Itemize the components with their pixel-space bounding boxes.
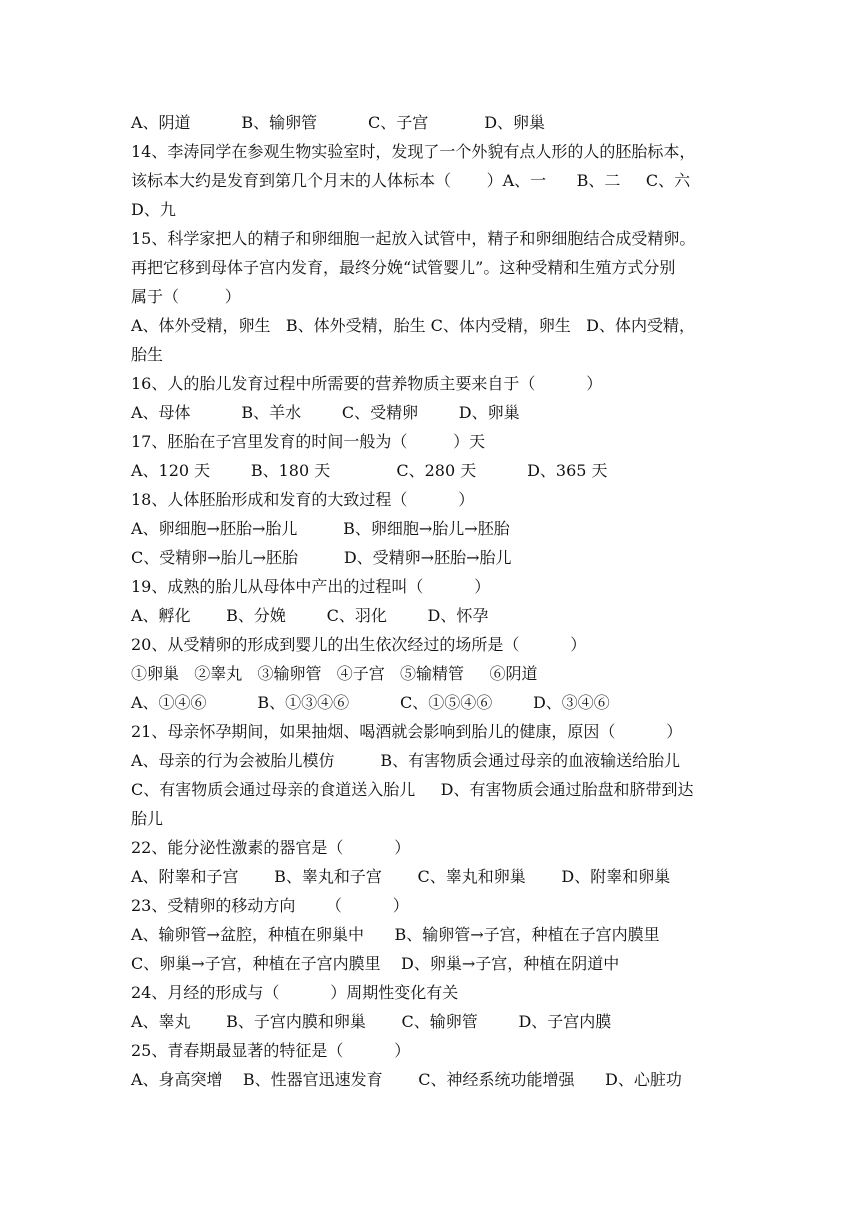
document-page <box>131 108 735 1094</box>
option-line: 胎生 <box>131 345 164 364</box>
question-line: 20、从受精卵的形成到婴儿的出生依次经过的场所是（ ） <box>131 635 587 654</box>
option-line: D、九 <box>131 200 176 219</box>
option-line: A、120 天 B、180 天 C、280 天 D、365 天 <box>131 461 608 480</box>
option-line: A、母体 B、羊水 C、受精卵 D、卵巢 <box>131 403 520 422</box>
option-line: A、输卵管→盆腔，种植在卵巢中 B、输卵管→子宫，种植在子宫内膜里 <box>131 925 660 944</box>
question-line: 14、李涛同学在参观生物实验室时，发现了一个外貌有点人形的人的胚胎标本， <box>131 142 696 161</box>
option-line: A、睾丸 B、子宫内膜和卵巢 C、输卵管 D、子宫内膜 <box>131 1012 612 1031</box>
option-line: C、受精卵→胎儿→胚胎 D、受精卵→胚胎→胎儿 <box>131 548 512 567</box>
option-line: A、母亲的行为会被胎儿模仿 B、有害物质会通过母亲的血液输送给胎儿 <box>131 751 681 770</box>
option-line: A、附睾和子宫 B、睾丸和子宫 C、睾丸和卵巢 D、附睾和卵巢 <box>131 867 671 886</box>
question-line: 再把它移到母体子宫内发育，最终分娩“试管婴儿”。这种受精和生殖方式分别 <box>131 258 676 277</box>
question-line: 21、母亲怀孕期间，如果抽烟、喝酒就会影响到胎儿的健康，原因（ ） <box>131 722 683 741</box>
question-line: 19、成熟的胎儿从母体中产出的过程叫（ ） <box>131 577 491 596</box>
question-line: 22、能分泌性激素的器官是（ ） <box>131 838 411 857</box>
question-line: 16、人的胎儿发育过程中所需要的营养物质主要来自于（ ） <box>131 374 603 393</box>
question-line: 属于（ ） <box>131 287 241 306</box>
question-line: 15、科学家把人的精子和卵细胞一起放入试管中，精子和卵细胞结合成受精卵。 <box>131 229 696 248</box>
option-line: C、卵巢→子宫，种植在子宫内膜里 D、卵巢→子宫，种植在阴道中 <box>131 954 620 973</box>
question-line: 25、青春期最显著的特征是（ ） <box>131 1041 411 1060</box>
option-line: A、身高突增 B、性器官迅速发育 C、神经系统功能增强 D、心脏功 <box>131 1070 682 1089</box>
option-line: C、有害物质会通过母亲的食道送入胎儿 D、有害物质会通过胎盘和脐带到达 <box>131 780 694 799</box>
option-line: A、孵化 B、分娩 C、羽化 D、怀孕 <box>131 606 489 625</box>
text-line: A、阴道 B、输卵管 C、子宫 D、卵巢 <box>131 113 546 132</box>
option-line: 胎儿 <box>131 809 164 828</box>
question-line: 24、月经的形成与（ ）周期性变化有关 <box>131 983 459 1002</box>
option-line: A、卵细胞→胚胎→胎儿 B、卵细胞→胎儿→胚胎 <box>131 519 510 538</box>
option-line: A、体外受精，卵生 B、体外受精，胎生 C、体内受精，卵生 D、体内受精， <box>131 316 695 335</box>
option-line: A、①④⑥ B、①③④⑥ C、①⑤④⑥ D、③④⑥ <box>131 693 610 712</box>
question-line: 23、受精卵的移动方向 （ ） <box>131 896 409 915</box>
question-line: 该标本大约是发育到第几个月末的人体标本（ ）A、一 B、二 C、六 <box>131 171 691 190</box>
option-line: ①卵巢 ②睾丸 ③输卵管 ④子宫 ⑤输精管 ⑥阴道 <box>131 664 538 683</box>
question-line: 17、胚胎在子宫里发育的时间一般为（ ）天 <box>131 432 486 451</box>
question-line: 18、人体胚胎形成和发育的大致过程（ ） <box>131 490 475 509</box>
